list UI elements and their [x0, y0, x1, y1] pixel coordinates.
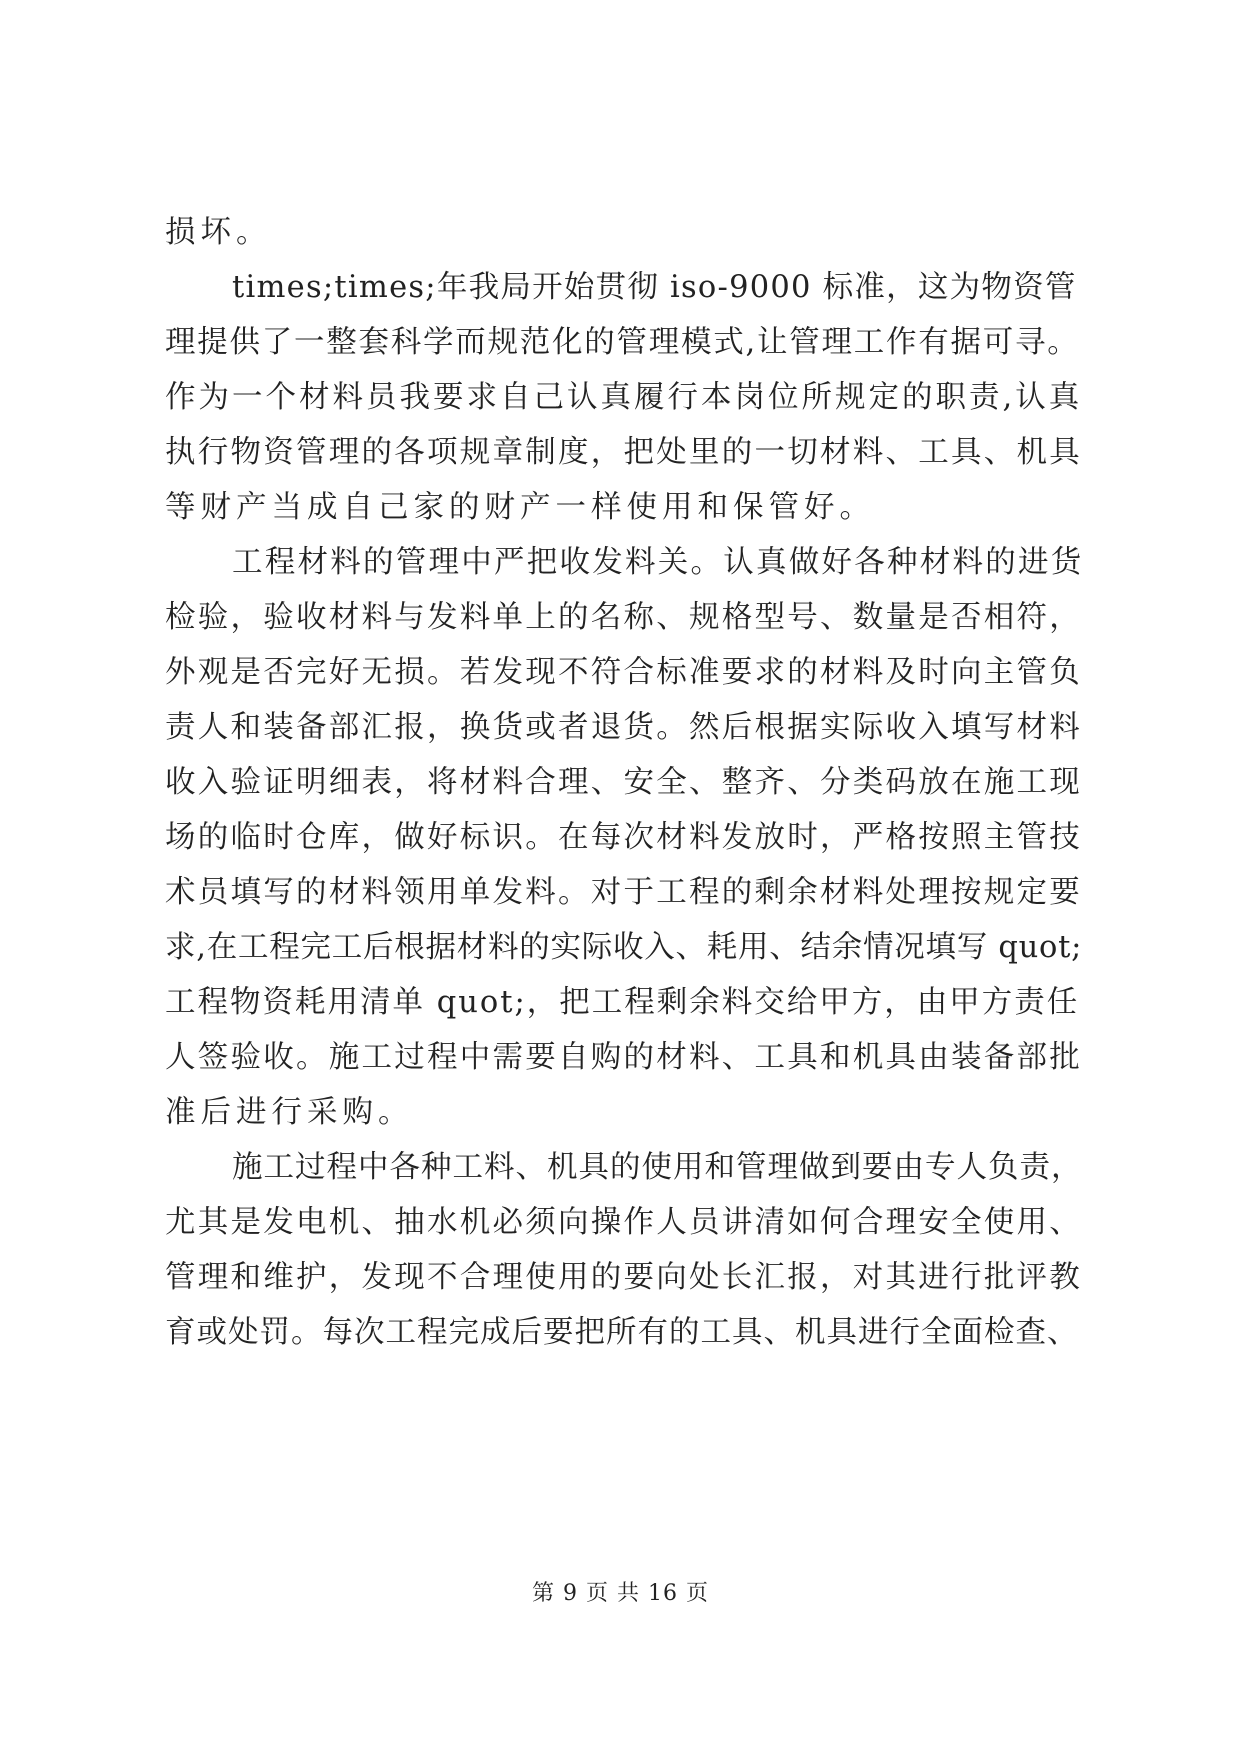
text-line: 场的临时仓库，做好标识。在每次材料发放时，严格按照主管技: [165, 820, 1082, 855]
text-line: 检验，验收材料与发料单上的名称、规格型号、数量是否相符，: [165, 600, 1082, 635]
text-line: times;times;年我局开始贯彻 iso-9000 标准，这为物资管: [232, 270, 1077, 305]
text-line: 损坏。: [165, 215, 272, 250]
text-line: 收入验证明细表，将材料合理、安全、整齐、分类码放在施工现: [165, 765, 1082, 800]
text-line: 理提供了一整套科学而规范化的管理模式,让管理工作有据可寻。: [165, 325, 1080, 360]
text-line: 外观是否完好无损。若发现不符合标准要求的材料及时向主管负: [165, 655, 1082, 690]
text-line: 求,在工程完工后根据材料的实际收入、耗用、结余情况填写 quot;: [165, 930, 1083, 965]
text-line: 责人和装备部汇报，换货或者退货。然后根据实际收入填写材料: [165, 710, 1082, 745]
text-line: 作为一个材料员我要求自己认真履行本岗位所规定的职责,认真: [165, 380, 1083, 415]
text-line: 工程物资耗用清单 quot;，把工程剩余料交给甲方，由甲方责任: [165, 985, 1080, 1020]
text-line: 施工过程中各种工料、机具的使用和管理做到要由专人负责，: [232, 1150, 1083, 1185]
text-line: 育或处罚。每次工程完成后要把所有的工具、机具进行全面检查、: [165, 1315, 1079, 1350]
text-line: 准后进行采购。: [165, 1095, 414, 1130]
page-number-footer: 第 9 页 共 16 页: [532, 1581, 709, 1606]
text-line: 管理和维护，发现不合理使用的要向处长汇报，对其进行批评教: [165, 1260, 1082, 1295]
text-line: 等财产当成自己家的财产一样使用和保管好。: [165, 490, 875, 525]
text-line: 尤其是发电机、抽水机必须向操作人员讲清如何合理安全使用、: [165, 1205, 1082, 1240]
text-line: 术员填写的材料领用单发料。对于工程的剩余材料处理按规定要: [165, 875, 1082, 910]
text-line: 执行物资管理的各项规章制度，把处里的一切材料、工具、机具: [165, 435, 1082, 470]
text-line: 人签验收。施工过程中需要自购的材料、工具和机具由装备部批: [165, 1040, 1082, 1075]
text-line: 工程材料的管理中严把收发料关。认真做好各种材料的进货: [232, 545, 1084, 580]
